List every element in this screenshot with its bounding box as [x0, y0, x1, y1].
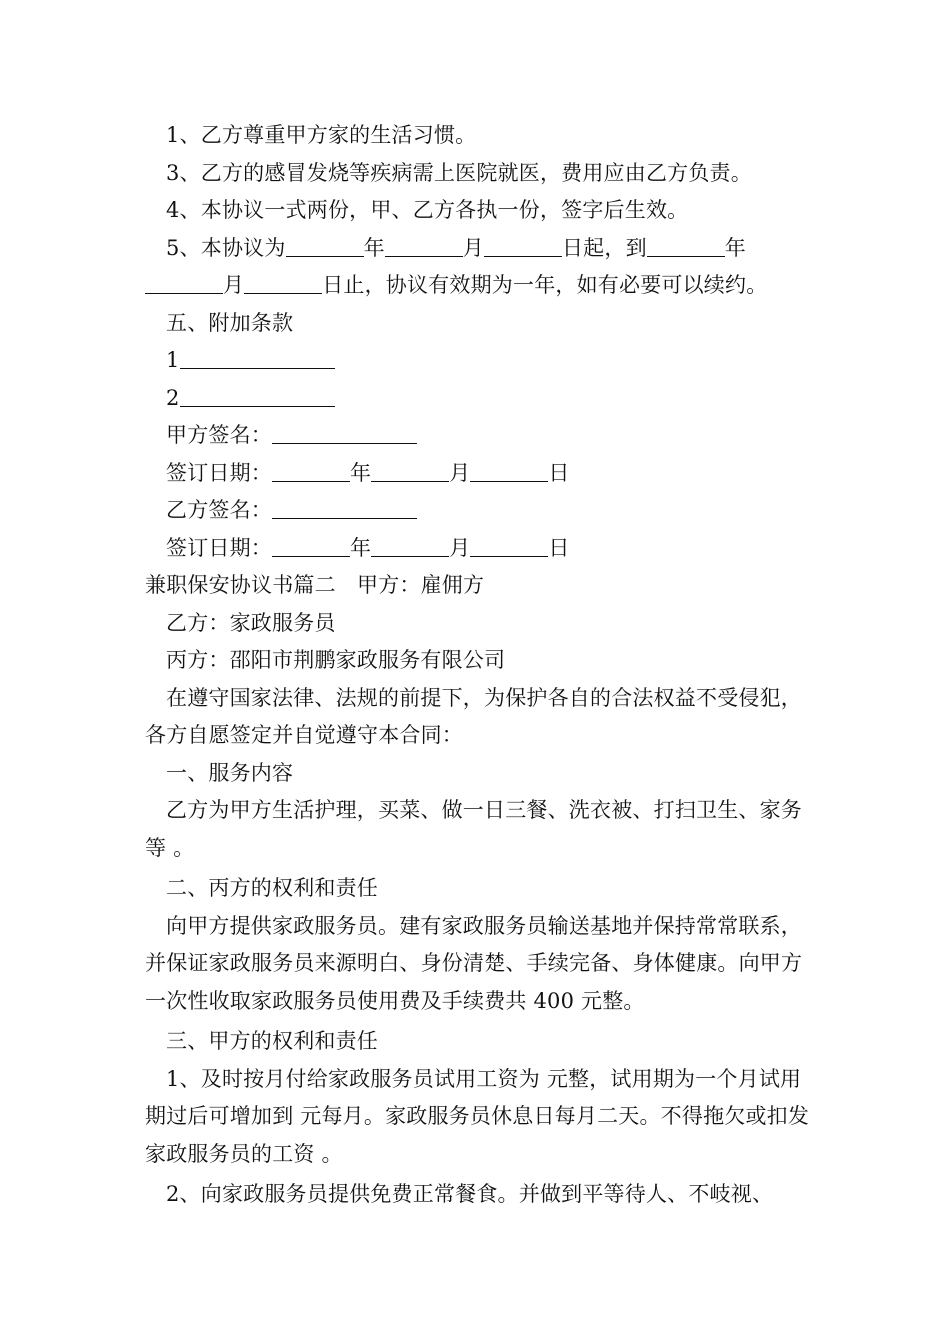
clause-5: 5、本协议为 年 月 日起，到 年月 日止，协议有效期为一年，如有必要可以续约。 [145, 230, 815, 305]
section-heading-3: 三、甲方的权利和责任 [166, 1029, 378, 1053]
blank-field [145, 273, 223, 294]
blank-field [484, 236, 562, 257]
blank-field [272, 461, 350, 482]
clause-1: 1、乙方尊重甲方家的生活习惯。 [166, 123, 477, 147]
blank-field [470, 536, 548, 557]
blank-field [272, 536, 350, 557]
section-heading-1: 一、服务内容 [166, 760, 294, 785]
blank-field [244, 273, 322, 294]
party-b-line: 乙方：家政服务员 [166, 610, 336, 635]
blank-field [180, 386, 335, 407]
signature-line [272, 498, 417, 519]
signing-date-1: 签订日期： 年 月 日 [166, 460, 570, 485]
party-c-line: 丙方：邵阳市荆鹏家政服务有限公司 [166, 648, 506, 672]
blank-field [371, 536, 449, 557]
agreement-two-heading: 兼职保安协议书篇二 甲方：雇佣方 [145, 573, 485, 597]
additional-item-1: 1 [145, 342, 815, 380]
clause-4: 4、本协议一式两份，甲、乙方各执一份，签字后生效。 [166, 198, 689, 222]
blank-field [180, 348, 335, 369]
party-b-signature: 乙方签名： [145, 492, 815, 530]
blank-field [647, 236, 725, 257]
party-a-duty-1: 1、及时按月付给家政服务员试用工资为 元整，试用期为一个月试用期过后可增加到 元每月。家政服务员休息日每月二天。不得拖欠或扣发家政服务员的工资 。 [145, 1066, 810, 1166]
signing-date-2: 签订日期： 年 月 日 [166, 535, 570, 560]
blank-field [385, 236, 463, 257]
section-heading-5: 五、附加条款 [166, 310, 294, 335]
party-c-duties: 向甲方提供家政服务员。建有家政服务员输送基地并保持常常联系，并保证家政服务员来源明白、身份清楚、手续完备、身体健康。向甲方一次性收取家政服务员使用费及手续费共 400 元整。 [145, 913, 803, 1013]
signature-line [272, 423, 417, 444]
clause-3: 3、乙方的感冒发烧等疾病需上医院就医，费用应由乙方负责。 [166, 160, 752, 185]
document-body [145, 117, 815, 1214]
preamble: 在遵守国家法律、法规的前提下，为保护各自的合法权益不受侵犯，各方自愿签定并自觉遵守本合同： [145, 685, 802, 747]
blank-field [286, 236, 364, 257]
section-heading-2: 二、丙方的权利和责任 [166, 876, 378, 900]
service-content: 乙方为甲方生活护理，买菜、做一日三餐、洗衣被、打扫卫生、家务等 。 [145, 798, 802, 860]
blank-field [470, 461, 548, 482]
additional-item-2: 2 [145, 380, 815, 418]
party-a-duty-2: 2、向家政服务员提供免费正常餐食。并做到平等待人、不岐视、 [166, 1182, 774, 1206]
party-a-signature: 甲方签名： [145, 417, 815, 455]
blank-field [371, 461, 449, 482]
